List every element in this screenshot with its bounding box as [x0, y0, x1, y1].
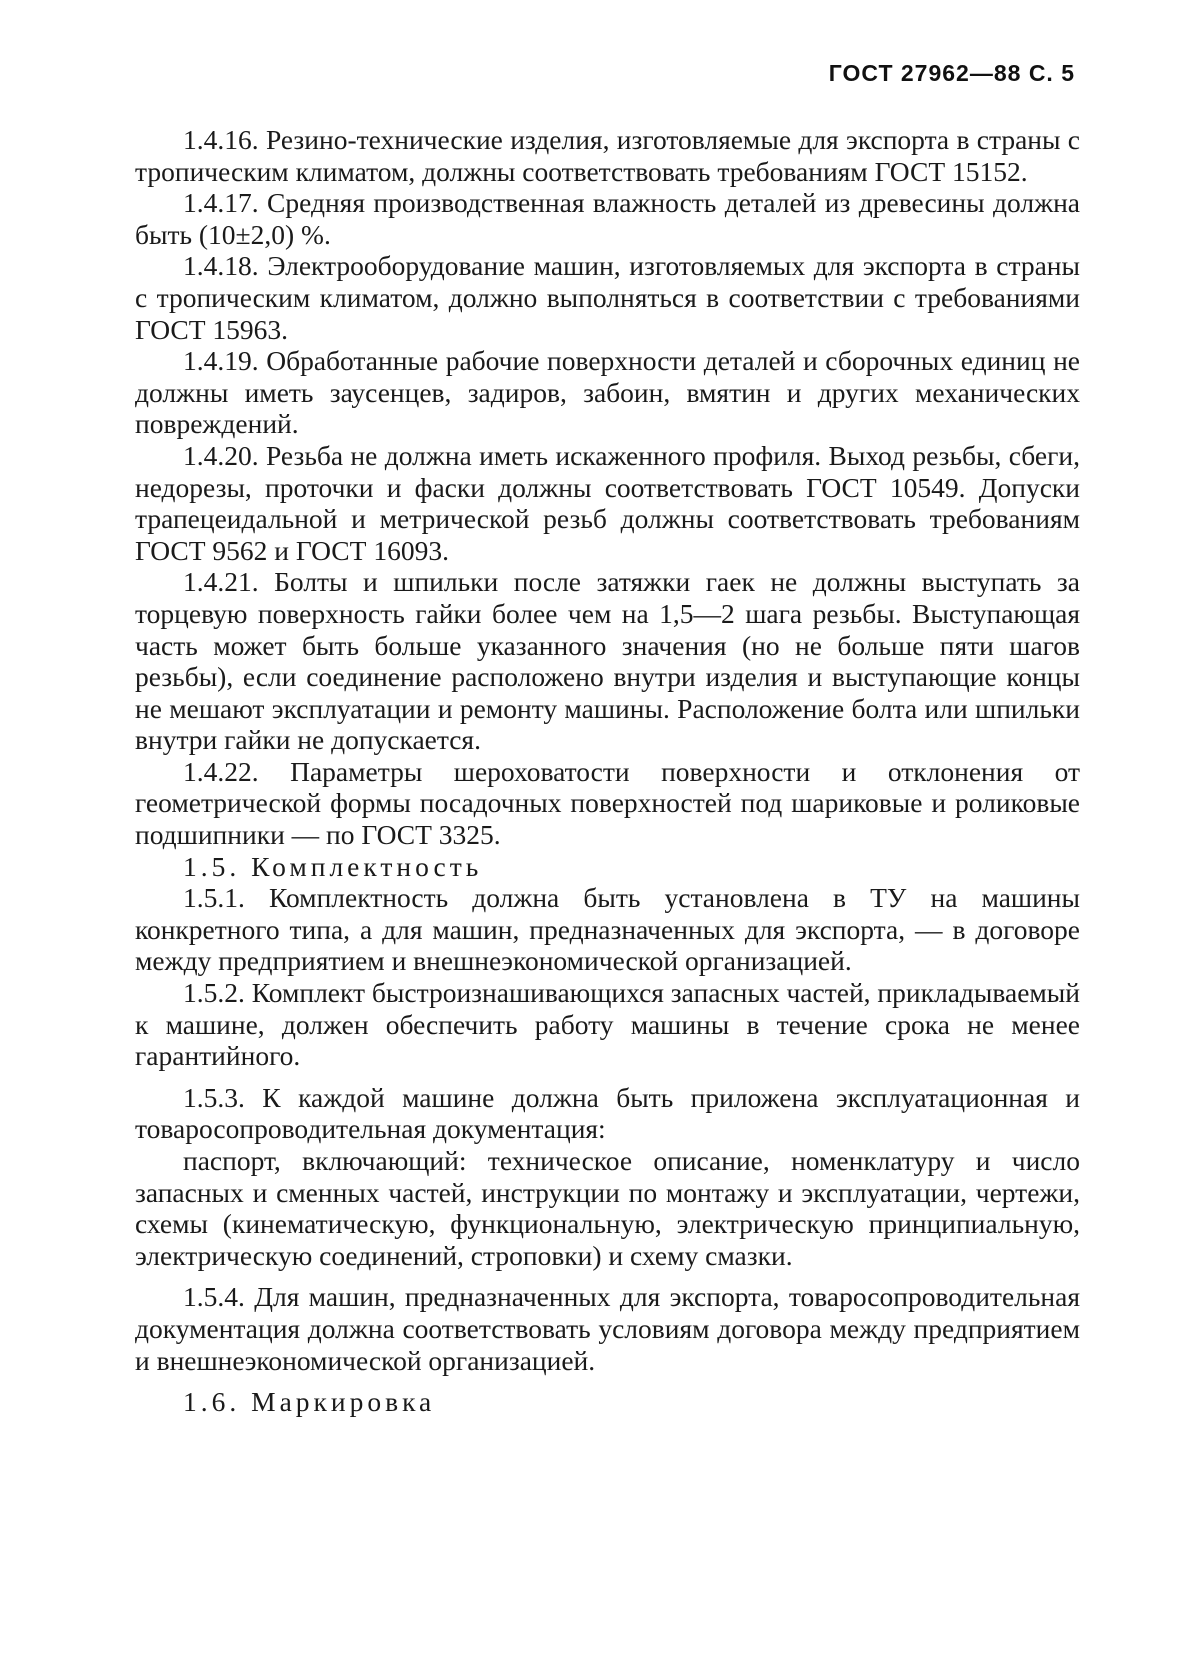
paragraph-1-4-21: 1.4.21. Болты и шпильки после затяжки гаек не должны выступать за торцевую поверхность гайки более чем на 1,5—2 шага резьбы. Выступающая часть может быть больше указанного значения (но не больше пяти шагов резьбы), если соединение расположено внутри изделия и выступающие концы не мешают эксплуатации и ремонту машины. Расположение болта или шпильки внутри гайки не допускается.	[135, 566, 1080, 756]
paragraph-1-5-1: 1.5.1. Комплектность должна быть установлена в ТУ на машины конкретного типа, а для машин, предназначенных для экспорта, — в договоре между предприятием и внешнеэкономической организацией.	[135, 882, 1080, 977]
paragraph-1-4-16: 1.4.16. Резино-технические изделия, изготовляемые для экспорта в страны с тропическим климатом, должны соответствовать требованиям ГОСТ 15152.	[135, 124, 1080, 187]
paragraph-1-4-20: 1.4.20. Резьба не должна иметь искаженного профиля. Выход резьбы, сбеги, недорезы, проточки и фаски должны соответствовать ГОСТ 10549. Допуски трапецеидальной и метрической резьб должны соответствовать требованиям ГОСТ 9562 и ГОСТ 16093.	[135, 439, 1080, 566]
section-heading-1-6: 1.6. Маркировка	[183, 1386, 436, 1418]
paragraph-passport: паспорт, включающий: техническое описание, номенклатуру и число запасных и сменных частей, инструкции по монтажу и эксплуатации, чертежи, схемы (кинематическую, функциональную, электрическую принципиальную, электрическую соединений, строповки) и схему смазки.	[135, 1145, 1080, 1271]
paragraph-1-4-18: 1.4.18. Электрооборудование машин, изготовляемых для экспорта в страны с тропическим климатом, должно выполняться в соответствии с требованиями ГОСТ 15963.	[135, 250, 1080, 345]
page-header: ГОСТ 27962—88 С. 5	[828, 60, 1075, 86]
paragraph-1-4-22: 1.4.22. Параметры шероховатости поверхности и отклонения от геометрической формы посадочных поверхностей под шариковые и роликовые подшипники — по ГОСТ 3325.	[135, 755, 1080, 851]
document-body	[135, 124, 1080, 1418]
section-heading-1-5: 1.5. Комплектность	[183, 850, 483, 882]
paragraph-1-5-4: 1.5.4. Для машин, предназначенных для экспорта, товаросопроводительная документация должна соответствовать условиям договора между предприятием и внешнеэкономической организацией.	[135, 1281, 1080, 1376]
paragraph-1-5-3: 1.5.3. К каждой машине должна быть приложена эксплуатационная и товаросопроводительная документация:	[135, 1081, 1080, 1145]
paragraph-1-4-19: 1.4.19. Обработанные рабочие поверхности деталей и сборочных единиц не должны иметь заусенцев, задиров, забоин, вмятин и других механических повреждений.	[135, 345, 1080, 440]
paragraph-1-4-17: 1.4.17. Средняя производственная влажность деталей из древесины должна быть (10±2,0) %.	[135, 187, 1080, 250]
paragraph-1-5-2: 1.5.2. Комплект быстроизнашивающихся запасных частей, прикладываемый к машине, должен обеспечить работу машины в течение срока не менее гарантийного.	[135, 977, 1080, 1072]
